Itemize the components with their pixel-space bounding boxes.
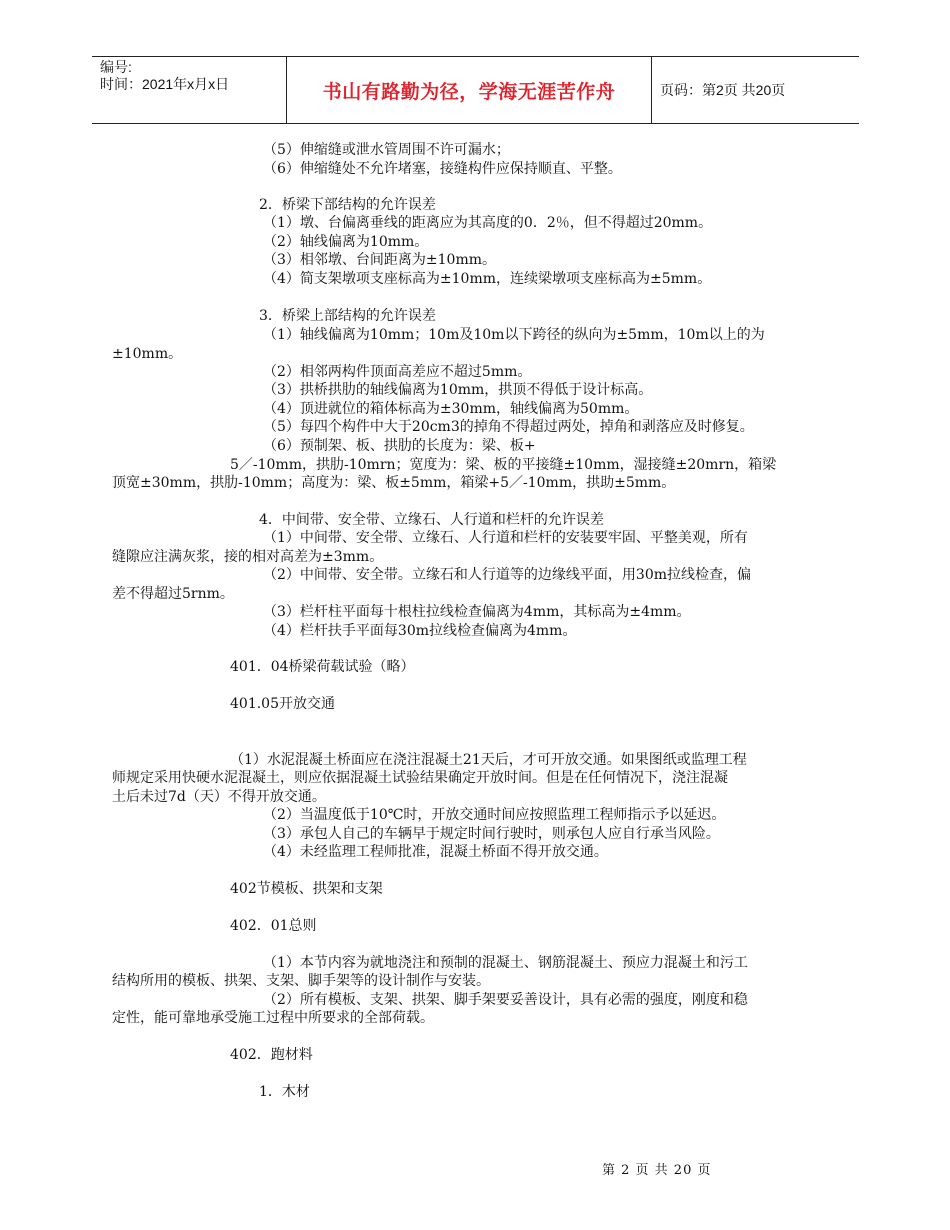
section-heading: 3．桥梁上部结构的允许误差 xyxy=(259,308,436,324)
body-line: （2）当温度低于10℃时，开放交通时间应按照监理工程师指示予以延迟。 xyxy=(263,807,726,823)
body-line: （6）预制架、板、拱肋的长度为：梁、板+ xyxy=(263,438,536,454)
body-line: （3）相邻墩、台间距离为±10mm。 xyxy=(263,252,497,268)
section-heading: 402．跑材料 xyxy=(230,1047,313,1063)
header-motto: 书山有路勤为径，学海无涯苦作舟 xyxy=(322,80,616,103)
section-heading: 401.05开放交通 xyxy=(230,696,335,712)
body-line: （3）承包人自己的车辆早于规定时间行驶时，则承包人应自行承当风险。 xyxy=(263,826,720,842)
header-page-info: 页码：第2页 共20页 xyxy=(660,82,786,98)
body-line: （4）简支架墩项支座标高为±10mm，连续梁墩项支座标高为±5mm。 xyxy=(263,271,712,287)
body-line: （4）栏杆扶手平面每30m拉线检查偏离为4mm。 xyxy=(263,623,577,639)
body-line: 定性，能可靠地承受施工过程中所要求的全部荷载。 xyxy=(112,1010,434,1026)
body-line: 5／-10mm，拱肋-10mrn；宽度为：梁、板的平接缝±10mm，湿接缝±20mrn，箱梁 xyxy=(230,457,777,473)
body-line: 师规定采用快硬水泥混凝土，则应依据混凝土试验结果确定开放时间。但是在任何情况下，浇注混凝 xyxy=(112,770,728,786)
header-meta xyxy=(92,57,286,123)
section-heading: 4．中间带、安全带、立缘石、人行道和栏杆的允许误差 xyxy=(259,512,604,528)
body-line: （4）未经监理工程师批准，混凝土桥面不得开放交通。 xyxy=(263,844,608,860)
section-heading: 401．04桥梁荷载试验（略） xyxy=(230,659,415,675)
body-line: （2）所有模板、支架、拱架、脚手架要妥善设计，具有必需的强度，刚度和稳 xyxy=(263,992,748,1008)
document-time-label: 时间：2021年x月x日 xyxy=(100,76,230,92)
body-line: （1）水泥混凝土桥面应在浇注混凝土21天后，才可开放交通。如果图纸或监理工程 xyxy=(230,752,747,768)
body-line: （1）轴线偏离为10mm；10m及10m以下跨径的纵向为±5mm，10m以上的为 xyxy=(263,327,765,343)
section-heading: 402．01总则 xyxy=(230,918,317,934)
body-line: （1）中间带、安全带、立缘石、人行道和栏杆的安装要牢固、平整美观，所有 xyxy=(263,530,748,546)
body-line: （1）墩、台偏离垂线的距离应为其高度的0．2％，但不得超过20mm。 xyxy=(263,215,713,231)
body-line: 差不得超过5rnm。 xyxy=(112,586,234,602)
body-line: ±10mm。 xyxy=(112,346,183,362)
page-header xyxy=(92,56,859,124)
section-heading: 2．桥梁下部结构的允许误差 xyxy=(259,197,436,213)
page-footer: 第 2 页 共 20 页 xyxy=(602,1163,712,1178)
body-line: （3）拱桥拱肋的轴线偏离为10mm，拱顶不得低于设计标高。 xyxy=(263,382,653,398)
header-page-cell xyxy=(652,57,859,123)
body-line: 缝隙应注满灰浆，接的相对高差为±3mm。 xyxy=(112,549,384,565)
body-line: （2）相邻两构件顶面高差应不超过5mm。 xyxy=(263,364,532,380)
document-number-label: 编号: xyxy=(100,59,132,75)
body-line: （5）每四个构件中大于20cm3的掉角不得超过两处，掉角和剥落应及时修复。 xyxy=(263,419,754,435)
section-heading: 1．木材 xyxy=(259,1084,310,1100)
body-line: （4）顶进就位的箱体标高为±30mm，轴线偏离为50mm。 xyxy=(263,401,639,417)
header-motto-cell xyxy=(286,57,652,123)
section-heading: 402节模板、拱架和支架 xyxy=(230,881,383,897)
body-line: （6）伸缩缝处不允许堵塞，接缝构件应保持顺直、平整。 xyxy=(263,161,622,177)
body-line: （2）中间带、安全带。立缘石和人行道等的边缘线平面，用30m拉线检查，偏 xyxy=(263,567,751,583)
body-line: （2）轴线偏离为10mm。 xyxy=(263,234,429,250)
body-line: 土后未过7d（天）不得开放交通。 xyxy=(112,789,326,805)
body-line: （3）栏杆柱平面每十根柱拉线检查偏离为4mm，其标高为±4mm。 xyxy=(263,604,691,620)
body-line: 顶宽±30mm，拱肋-10mm；高度为：梁、板±5mm，箱梁+5／-10mm，拱助±5mm。 xyxy=(112,475,676,491)
body-line: （1）本节内容为就地浇注和预制的混凝土、钢筋混凝土、预应力混凝土和污工 xyxy=(263,955,748,971)
body-line: 结构所用的模板、拱架、支架、脚手架等的设计制作与安装。 xyxy=(112,973,490,989)
body-line: （5）伸缩缝或泄水管周围不许可漏水； xyxy=(263,142,510,158)
